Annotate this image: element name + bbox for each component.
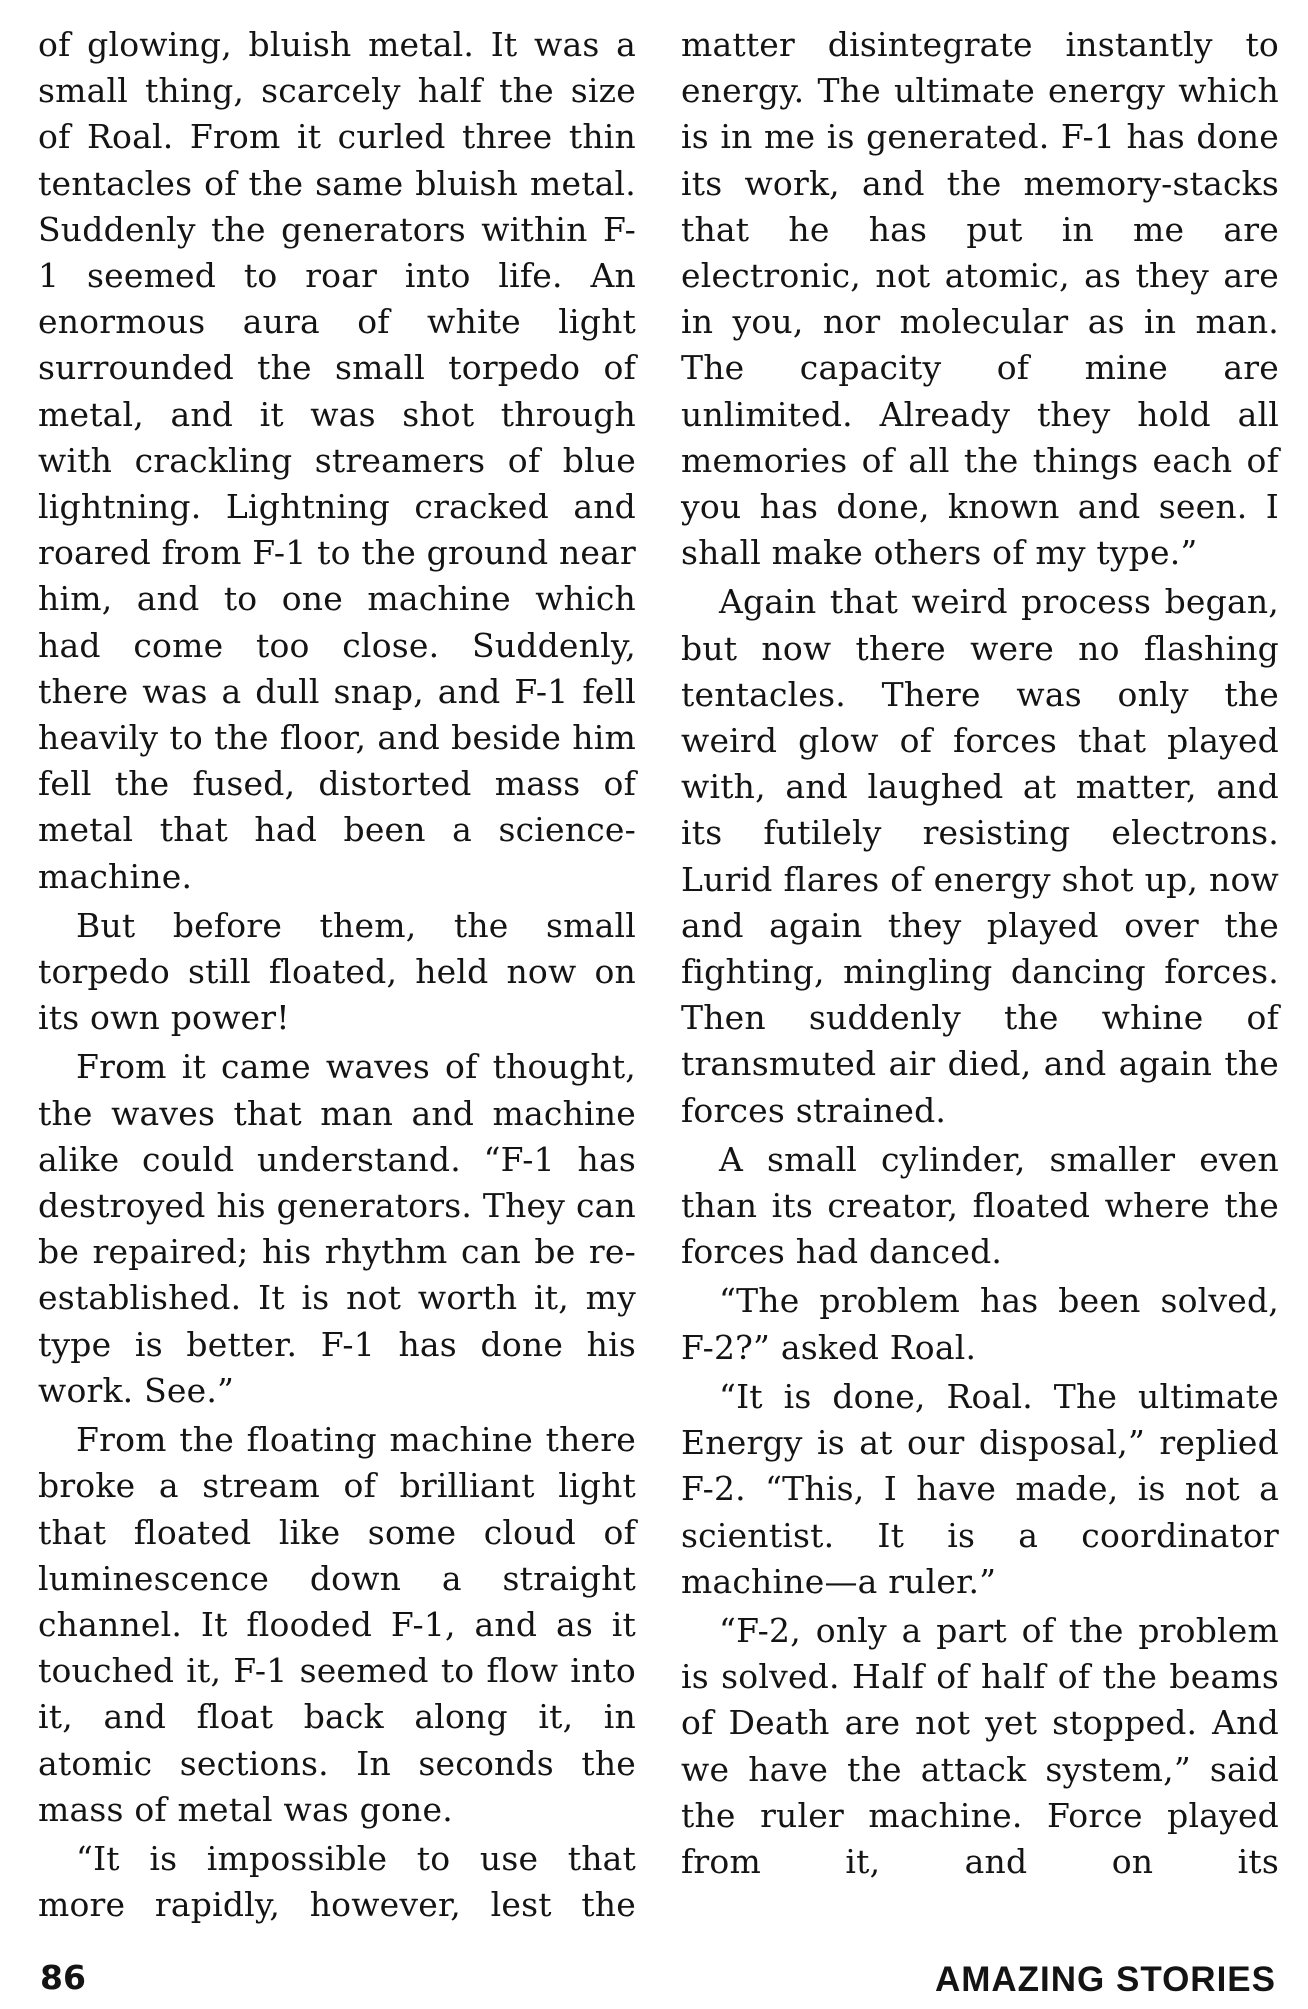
paragraph: From it came waves of thought, the waves that man and machine alike could understand. “F-1 has destroyed his generators. They can be repaired; his rhythm can be re-established. It is not worth it, my type is better. F-1 has done his work. See.” <box>38 1047 636 1410</box>
paragraph: “The problem has been solved, F-2?” asked Roal. <box>681 1281 1279 1367</box>
paragraph: But before them, the small torpedo still floated, held now on its own power! <box>38 905 636 1038</box>
page-number: 86 <box>40 1958 86 1997</box>
left-column <box>38 22 636 1931</box>
paragraph: of glowing, bluish metal. It was a small thing, scarcely half the size of Roal. From it curled three thin tentacles of the same bluish metal. Suddenly the generators within F-1 seemed to roar into life. An enormous aura of white light surrounded the small torpedo of metal, and it was shot through with crackling streamers of blue lightning. Lightning cracked and roared from F-1 to the ground near him, and to one machine which had come too close. Suddenly, there was a dull snap, and F-1 fell heavily to the floor, and beside him fell the fused, distorted mass of metal that had been a science-machine. <box>38 25 636 896</box>
paragraph: “It is impossible to use that more rapidly, however, lest the <box>38 1838 636 1925</box>
right-column <box>681 22 1279 1888</box>
paragraph: “It is done, Roal. The ultimate Energy is at our disposal,” replied F-2. “This, I have made, is not a scientist. It is a coordinator machine—a ruler.” <box>681 1376 1279 1601</box>
paragraph: “F-2, only a part of the problem is solved. Half of half of the beams of Death are not yet stopped. And we have the attack system,” said the ruler machine. Force played from it, and on its <box>681 1610 1279 1881</box>
paragraph: From the floating machine there broke a stream of brilliant light that floated like some cloud of luminescence down a straight channel. It flooded F-1, and as it touched it, F-1 seemed to flow into it, and float back along it, in atomic sections. In seconds the mass of metal was gone. <box>38 1420 636 1829</box>
paragraph: matter disintegrate instantly to energy. The ultimate energy which is in me is generated. F-1 has done its work, and the memory-stacks that he has put in me are electronic, not atomic, as they are in you, nor molecular as in man. The capacity of mine are unlimited. Already they hold all memories of all the things each of you has done, known and seen. I shall make others of my type.” <box>681 25 1279 573</box>
paragraph: Again that weird process began, but now there were no flashing tentacles. There was only the weird glow of forces that played with, and laughed at matter, and its futilely resisting electrons. Lurid flares of energy shot up, now and again they played over the fighting, mingling dancing forces. Then suddenly the whine of transmuted air died, and again the forces strained. <box>681 582 1279 1130</box>
paragraph: A small cylinder, smaller even than its creator, floated where the forces had danced. <box>681 1139 1279 1272</box>
running-head: AMAZING STORIES <box>934 1960 1276 1999</box>
